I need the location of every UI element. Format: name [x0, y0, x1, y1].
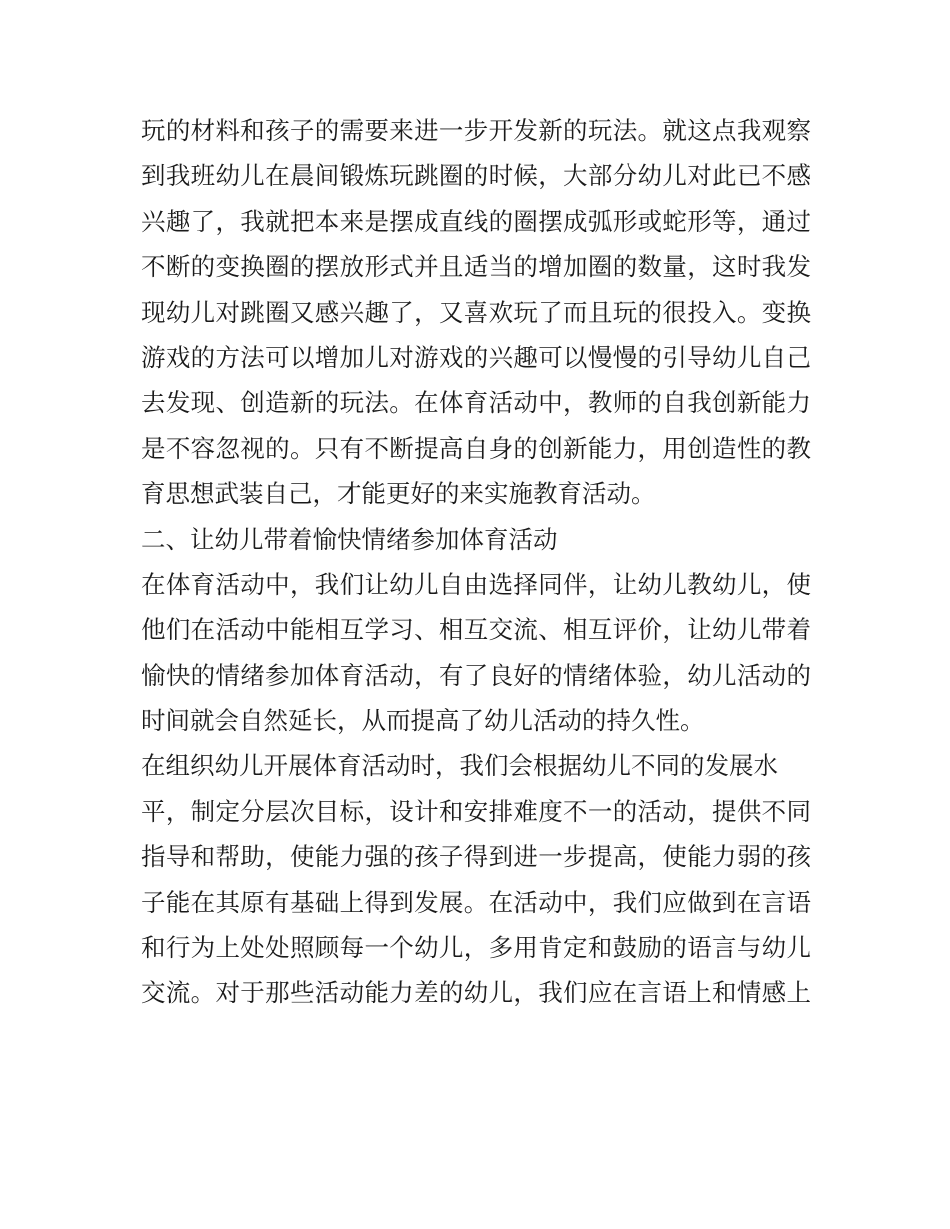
text-line: 在体育活动中，我们让幼儿自由选择同伴，让幼儿教幼儿，使	[141, 569, 811, 599]
text-line: 指导和帮助，使能力强的孩子得到进一步提高，使能力弱的孩	[141, 842, 811, 872]
text-line: 他们在活动中能相互学习、相互交流、相互评价，让幼儿带着	[141, 615, 811, 645]
text-line: 在组织幼儿开展体育活动时，我们会根据幼儿不同的发展水	[141, 751, 778, 781]
text-line: 时间就会自然延长，从而提高了幼儿活动的持久性。	[141, 706, 705, 736]
text-line: 是不容忽视的。只有不断提高自身的创新能力，用创造性的教	[141, 433, 811, 463]
text-line: 兴趣了，我就把本来是摆成直线的圈摆成弧形或蛇形等，通过	[141, 206, 811, 236]
text-line: 交流。对于那些活动能力差的幼儿，我们应在言语上和情感上	[141, 978, 811, 1008]
text-line: 愉快的情绪参加体育活动，有了良好的情绪体验，幼儿活动的	[141, 660, 811, 690]
text-line: 二、让幼儿带着愉快情绪参加体育活动	[141, 524, 558, 554]
text-line: 游戏的方法可以增加儿对游戏的兴趣可以慢慢的引导幼儿自己	[141, 342, 811, 372]
text-line: 现幼儿对跳圈又感兴趣了，又喜欢玩了而且玩的很投入。变换	[141, 297, 811, 327]
text-line: 子能在其原有基础上得到发展。在活动中，我们应做到在言语	[141, 887, 811, 917]
text-line: 平，制定分层次目标，设计和安排难度不一的活动，提供不同	[141, 796, 811, 826]
text-line: 到我班幼儿在晨间锻炼玩跳圈的时候，大部分幼儿对此已不感	[141, 161, 811, 191]
text-line: 玩的材料和孩子的需要来进一步开发新的玩法。就这点我观察	[141, 116, 811, 145]
text-line: 不断的变换圈的摆放形式并且适当的增加圈的数量，这时我发	[141, 252, 811, 282]
body-text	[141, 108, 811, 1016]
text-line: 和行为上处处照顾每一个幼儿，多用肯定和鼓励的语言与幼儿	[141, 933, 811, 963]
text-line: 育思想武装自己，才能更好的来实施教育活动。	[141, 479, 656, 509]
text-line: 去发现、创造新的玩法。在体育活动中，教师的自我创新能力	[141, 388, 811, 418]
